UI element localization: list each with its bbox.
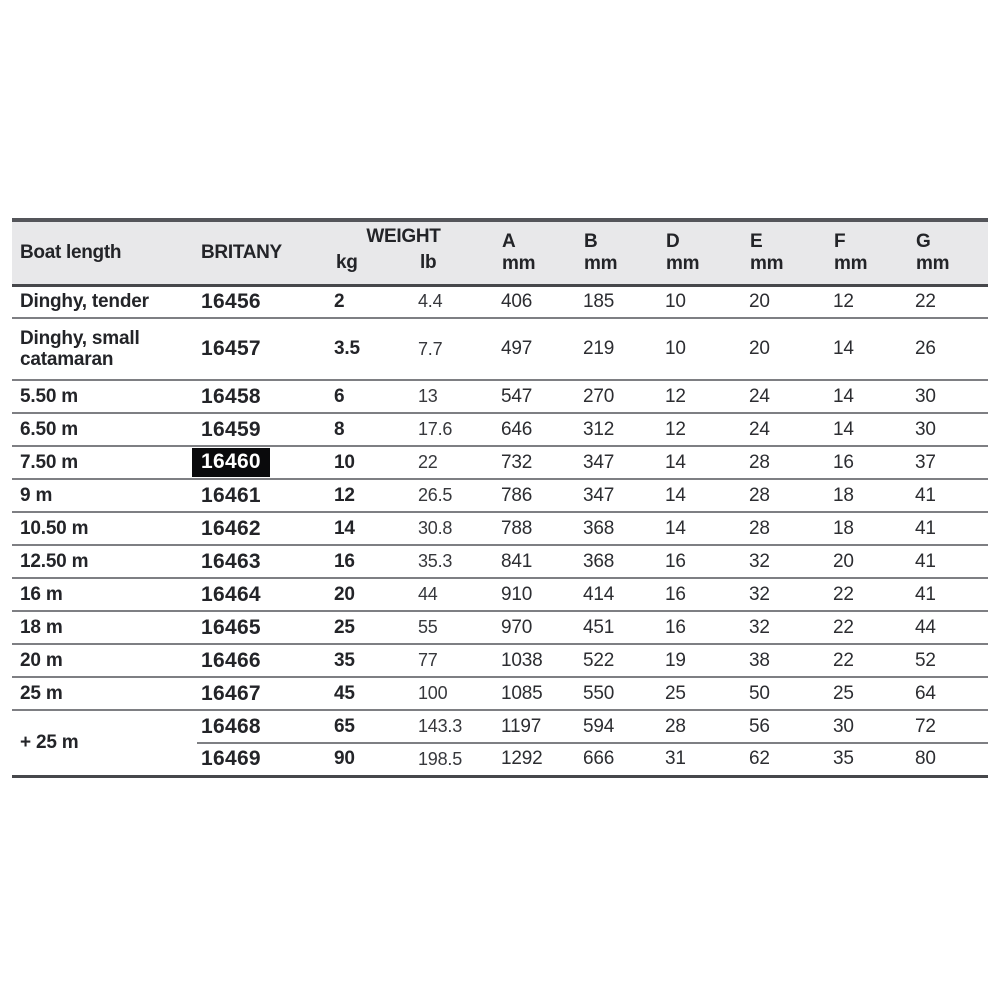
cell-dim-e: 20 (745, 318, 829, 380)
cell-dim-g: 41 (911, 479, 988, 512)
cell-dim-f: 18 (829, 479, 911, 512)
cell-weight-kg: 45 (330, 677, 414, 710)
cell-britany-code: 16466 (197, 644, 330, 677)
table-header (12, 220, 988, 285)
cell-dim-f: 22 (829, 578, 911, 611)
cell-dim-f: 16 (829, 446, 911, 479)
cell-dim-b: 185 (579, 285, 661, 318)
cell-weight-kg: 2 (330, 285, 414, 318)
cell-britany-code: 16457 (197, 318, 330, 380)
cell-boat-length: Dinghy, small catamaran (12, 318, 197, 380)
cell-weight-kg: 65 (330, 710, 414, 743)
cell-dim-g: 41 (911, 512, 988, 545)
header-dim-b-unit: mm (584, 252, 618, 274)
cell-britany-code: 16462 (197, 512, 330, 545)
cell-dim-e: 28 (745, 512, 829, 545)
cell-dim-g: 52 (911, 644, 988, 677)
cell-dim-a: 547 (497, 380, 579, 413)
cell-dim-a: 497 (497, 318, 579, 380)
cell-boat-length: 12.50 m (12, 545, 197, 578)
cell-dim-f: 18 (829, 512, 911, 545)
cell-dim-a: 646 (497, 413, 579, 446)
cell-weight-kg: 8 (330, 413, 414, 446)
cell-dim-f: 12 (829, 285, 911, 318)
cell-britany-code: 16459 (197, 413, 330, 446)
header-dim-g-unit: mm (916, 252, 950, 274)
cell-dim-e: 32 (745, 578, 829, 611)
cell-dim-a: 910 (497, 578, 579, 611)
cell-britany-code: 16468 (197, 710, 330, 743)
header-dim-e (745, 220, 829, 285)
cell-dim-f: 14 (829, 318, 911, 380)
cell-dim-b: 368 (579, 545, 661, 578)
cell-britany-code: 16458 (197, 380, 330, 413)
cell-dim-g: 30 (911, 413, 988, 446)
header-boat-length: Boat length (12, 220, 197, 285)
cell-boat-length: 7.50 m (12, 446, 197, 479)
table-row (12, 318, 988, 380)
anchor-spec-table-container (12, 218, 988, 778)
cell-dim-g: 64 (911, 677, 988, 710)
cell-weight-lb: 13 (414, 380, 497, 413)
cell-dim-f: 20 (829, 545, 911, 578)
cell-dim-f: 14 (829, 413, 911, 446)
cell-weight-lb: 22 (414, 446, 497, 479)
cell-dim-d: 25 (661, 677, 745, 710)
cell-dim-e: 32 (745, 611, 829, 644)
cell-dim-b: 594 (579, 710, 661, 743)
cell-dim-f: 14 (829, 380, 911, 413)
cell-dim-f: 30 (829, 710, 911, 743)
cell-weight-kg: 14 (330, 512, 414, 545)
highlighted-code-badge: 16460 (192, 448, 270, 477)
cell-weight-lb: 100 (414, 677, 497, 710)
cell-dim-a: 406 (497, 285, 579, 318)
cell-dim-g: 26 (911, 318, 988, 380)
cell-weight-lb: 198.5 (414, 743, 497, 776)
cell-britany-code: 16467 (197, 677, 330, 710)
header-dim-a-unit: mm (502, 252, 536, 274)
cell-dim-a: 1197 (497, 710, 579, 743)
cell-britany-code: 16461 (197, 479, 330, 512)
cell-boat-length: 20 m (12, 644, 197, 677)
cell-weight-kg: 3.5 (330, 318, 414, 380)
table-row (12, 285, 988, 318)
cell-boat-length: 25 m (12, 677, 197, 710)
cell-dim-e: 24 (745, 413, 829, 446)
cell-dim-d: 12 (661, 380, 745, 413)
cell-dim-b: 270 (579, 380, 661, 413)
header-dim-d-letter: D (666, 230, 680, 252)
cell-dim-b: 347 (579, 479, 661, 512)
cell-dim-a: 1038 (497, 644, 579, 677)
cell-dim-a: 1292 (497, 743, 579, 776)
cell-dim-f: 25 (829, 677, 911, 710)
cell-dim-b: 451 (579, 611, 661, 644)
cell-dim-f: 22 (829, 611, 911, 644)
cell-weight-lb: 26.5 (414, 479, 497, 512)
cell-dim-g: 30 (911, 380, 988, 413)
cell-dim-d: 28 (661, 710, 745, 743)
cell-weight-lb: 7.7 (414, 318, 497, 380)
table-row (12, 644, 988, 677)
table-body (12, 285, 988, 776)
header-dim-g (911, 220, 988, 285)
cell-dim-a: 970 (497, 611, 579, 644)
header-dim-b-letter: B (584, 230, 598, 252)
cell-boat-length-merged: + 25 m (12, 710, 197, 776)
header-dim-a (497, 220, 579, 285)
cell-dim-d: 31 (661, 743, 745, 776)
cell-dim-g: 72 (911, 710, 988, 743)
cell-dim-d: 14 (661, 512, 745, 545)
cell-dim-g: 41 (911, 545, 988, 578)
cell-dim-d: 16 (661, 611, 745, 644)
cell-dim-a: 841 (497, 545, 579, 578)
cell-dim-d: 12 (661, 413, 745, 446)
cell-weight-kg: 16 (330, 545, 414, 578)
cell-weight-kg: 10 (330, 446, 414, 479)
header-weight-lb: lb (414, 252, 497, 285)
cell-weight-lb: 30.8 (414, 512, 497, 545)
cell-weight-lb: 35.3 (414, 545, 497, 578)
cell-dim-b: 347 (579, 446, 661, 479)
cell-dim-f: 35 (829, 743, 911, 776)
cell-dim-b: 550 (579, 677, 661, 710)
header-dim-d (661, 220, 745, 285)
table-row (12, 710, 988, 743)
cell-boat-length: 5.50 m (12, 380, 197, 413)
table-row (12, 413, 988, 446)
cell-weight-lb: 55 (414, 611, 497, 644)
cell-dim-e: 56 (745, 710, 829, 743)
table-row (12, 611, 988, 644)
table-row (12, 578, 988, 611)
cell-boat-length: 9 m (12, 479, 197, 512)
cell-dim-d: 14 (661, 479, 745, 512)
cell-dim-e: 24 (745, 380, 829, 413)
cell-dim-d: 14 (661, 446, 745, 479)
cell-weight-lb: 17.6 (414, 413, 497, 446)
cell-britany-code: 16463 (197, 545, 330, 578)
cell-dim-b: 219 (579, 318, 661, 380)
cell-weight-kg: 6 (330, 380, 414, 413)
cell-dim-b: 368 (579, 512, 661, 545)
cell-weight-lb: 143.3 (414, 710, 497, 743)
cell-dim-b: 666 (579, 743, 661, 776)
cell-weight-kg: 90 (330, 743, 414, 776)
cell-boat-length: 16 m (12, 578, 197, 611)
table-row (12, 677, 988, 710)
table-row-highlighted (12, 446, 988, 479)
cell-dim-a: 732 (497, 446, 579, 479)
cell-dim-a: 788 (497, 512, 579, 545)
cell-britany-code: 16469 (197, 743, 330, 776)
cell-britany-code: 16464 (197, 578, 330, 611)
cell-dim-b: 312 (579, 413, 661, 446)
cell-dim-g: 37 (911, 446, 988, 479)
cell-dim-b: 414 (579, 578, 661, 611)
anchor-spec-table (12, 218, 988, 778)
header-dim-f (829, 220, 911, 285)
cell-dim-e: 62 (745, 743, 829, 776)
header-weight-kg: kg (330, 252, 414, 285)
cell-dim-f: 22 (829, 644, 911, 677)
cell-dim-e: 38 (745, 644, 829, 677)
cell-weight-lb: 77 (414, 644, 497, 677)
cell-dim-g: 44 (911, 611, 988, 644)
cell-boat-length: 10.50 m (12, 512, 197, 545)
cell-weight-lb: 44 (414, 578, 497, 611)
header-dim-e-letter: E (750, 230, 763, 252)
cell-dim-g: 41 (911, 578, 988, 611)
cell-dim-d: 10 (661, 318, 745, 380)
cell-dim-b: 522 (579, 644, 661, 677)
table-row (12, 512, 988, 545)
header-dim-g-letter: G (916, 230, 931, 252)
cell-dim-e: 20 (745, 285, 829, 318)
cell-weight-kg: 12 (330, 479, 414, 512)
table-row (12, 479, 988, 512)
cell-dim-d: 16 (661, 578, 745, 611)
cell-dim-e: 28 (745, 446, 829, 479)
table-row (12, 545, 988, 578)
cell-boat-length: 18 m (12, 611, 197, 644)
cell-weight-lb: 4.4 (414, 285, 497, 318)
cell-dim-g: 80 (911, 743, 988, 776)
header-dim-f-letter: F (834, 230, 846, 252)
cell-boat-length: Dinghy, tender (12, 285, 197, 318)
cell-dim-d: 16 (661, 545, 745, 578)
cell-dim-a: 1085 (497, 677, 579, 710)
cell-britany-code: 16456 (197, 285, 330, 318)
cell-boat-length: 6.50 m (12, 413, 197, 446)
cell-dim-e: 28 (745, 479, 829, 512)
cell-dim-g: 22 (911, 285, 988, 318)
header-dim-a-letter: A (502, 230, 516, 252)
cell-britany-code: 16465 (197, 611, 330, 644)
header-britany: BRITANY (197, 220, 330, 285)
table-row (12, 380, 988, 413)
header-dim-d-unit: mm (666, 252, 700, 274)
cell-weight-kg: 20 (330, 578, 414, 611)
cell-dim-d: 19 (661, 644, 745, 677)
cell-weight-kg: 35 (330, 644, 414, 677)
cell-dim-e: 32 (745, 545, 829, 578)
cell-dim-a: 786 (497, 479, 579, 512)
header-dim-e-unit: mm (750, 252, 784, 274)
header-dim-b (579, 220, 661, 285)
cell-dim-d: 10 (661, 285, 745, 318)
cell-weight-kg: 25 (330, 611, 414, 644)
header-weight-group: WEIGHT (330, 220, 497, 252)
cell-dim-e: 50 (745, 677, 829, 710)
cell-britany-code (197, 446, 330, 479)
header-dim-f-unit: mm (834, 252, 868, 274)
